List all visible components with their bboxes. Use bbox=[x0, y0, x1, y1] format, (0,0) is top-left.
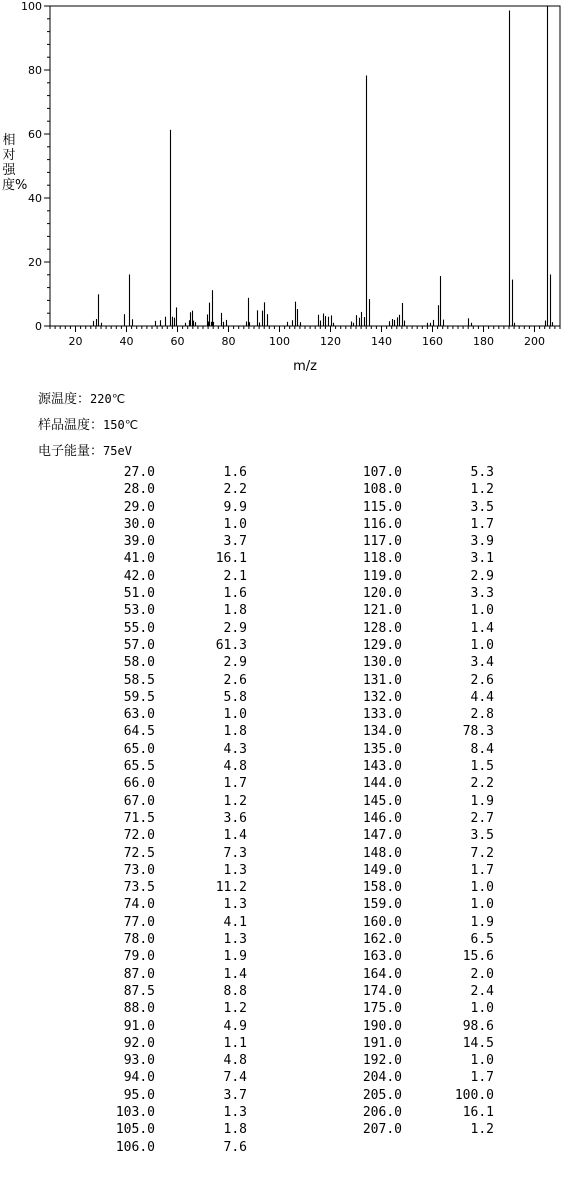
peak-intensity: 1.2 bbox=[470, 482, 494, 498]
peak-mz: 92.0 bbox=[123, 1035, 155, 1051]
mass-spectrum-chart bbox=[0, 0, 570, 380]
peak-mz: 72.0 bbox=[123, 828, 155, 844]
peak-intensity: 16.1 bbox=[462, 1104, 494, 1120]
peak-intensity: 1.7 bbox=[223, 776, 247, 792]
peak-table-left-intensity-column bbox=[185, 464, 247, 1156]
peak-intensity: 4.9 bbox=[223, 1018, 247, 1034]
peak-mz: 29.0 bbox=[123, 499, 155, 515]
x-tick-label: 160 bbox=[422, 335, 443, 348]
peak-mz: 121.0 bbox=[362, 603, 402, 619]
peak-intensity: 1.0 bbox=[470, 1001, 494, 1017]
peak-mz: 133.0 bbox=[362, 707, 402, 723]
source-temperature bbox=[38, 388, 125, 407]
peak-intensity: 11.2 bbox=[215, 880, 247, 896]
peak-mz: 174.0 bbox=[362, 983, 402, 999]
peak-mz: 117.0 bbox=[362, 534, 402, 550]
peak-intensity: 1.3 bbox=[223, 1104, 247, 1120]
peak-intensity: 1.0 bbox=[470, 897, 494, 913]
y-tick-label: 60 bbox=[28, 128, 42, 141]
peak-mz: 65.0 bbox=[123, 741, 155, 757]
peak-mz: 58.5 bbox=[123, 672, 155, 688]
peak-mz: 63.0 bbox=[123, 707, 155, 723]
peak-mz: 148.0 bbox=[362, 845, 402, 861]
peak-mz: 71.5 bbox=[123, 810, 155, 826]
peak-table-right-intensity-column bbox=[430, 464, 494, 1139]
x-axis-label: m/z bbox=[293, 359, 317, 374]
plot-frame bbox=[50, 6, 560, 326]
peak-mz: 116.0 bbox=[362, 516, 402, 532]
peak-mz: 119.0 bbox=[362, 568, 402, 584]
peak-mz: 190.0 bbox=[362, 1018, 402, 1034]
peak-mz: 128.0 bbox=[362, 620, 402, 636]
peak-mz: 93.0 bbox=[123, 1053, 155, 1069]
peak-mz: 77.0 bbox=[123, 914, 155, 930]
peak-mz: 191.0 bbox=[362, 1035, 402, 1051]
peak-intensity: 3.9 bbox=[470, 534, 494, 550]
peak-intensity: 1.0 bbox=[470, 603, 494, 619]
sample-temperature bbox=[38, 414, 138, 433]
y-tick-label: 20 bbox=[28, 256, 42, 269]
peak-mz: 87.5 bbox=[123, 983, 155, 999]
peak-mz: 132.0 bbox=[362, 689, 402, 705]
peak-mz: 55.0 bbox=[123, 620, 155, 636]
peak-intensity: 2.9 bbox=[223, 620, 247, 636]
x-tick-label: 80 bbox=[221, 335, 236, 348]
peak-intensity: 1.3 bbox=[223, 932, 247, 948]
peak-intensity: 2.4 bbox=[470, 983, 494, 999]
y-tick-label: 100 bbox=[21, 0, 42, 13]
peak-intensity: 3.6 bbox=[223, 810, 247, 826]
peak-intensity: 7.3 bbox=[223, 845, 247, 861]
peak-mz: 87.0 bbox=[123, 966, 155, 982]
peak-mz: 73.0 bbox=[123, 862, 155, 878]
peak-mz: 108.0 bbox=[362, 482, 402, 498]
electron-energy-value: 75eV bbox=[103, 444, 132, 458]
y-axis-label: 相对强度% bbox=[2, 133, 28, 193]
peak-intensity: 2.8 bbox=[470, 707, 494, 723]
peak-mz: 53.0 bbox=[123, 603, 155, 619]
x-tick-label: 60 bbox=[170, 335, 185, 348]
source-temperature-label: 源温度： bbox=[38, 392, 91, 407]
peak-mz: 118.0 bbox=[362, 551, 402, 567]
peak-mz: 162.0 bbox=[362, 932, 402, 948]
peak-intensity: 1.0 bbox=[223, 707, 247, 723]
peak-mz: 78.0 bbox=[123, 932, 155, 948]
peak-mz: 163.0 bbox=[362, 949, 402, 965]
electron-energy-label: 电子能量： bbox=[38, 444, 104, 459]
peak-intensity: 1.0 bbox=[470, 1053, 494, 1069]
peak-intensity: 1.8 bbox=[223, 1122, 247, 1138]
peak-mz: 91.0 bbox=[123, 1018, 155, 1034]
peak-intensity: 2.6 bbox=[223, 672, 247, 688]
peak-mz: 59.5 bbox=[123, 689, 155, 705]
peak-intensity: 1.8 bbox=[223, 603, 247, 619]
peak-intensity: 98.6 bbox=[462, 1018, 494, 1034]
peak-mz: 143.0 bbox=[362, 759, 402, 775]
peak-intensity: 2.9 bbox=[470, 568, 494, 584]
peak-intensity: 4.8 bbox=[223, 759, 247, 775]
peak-mz: 204.0 bbox=[362, 1070, 402, 1086]
peak-intensity: 1.7 bbox=[470, 516, 494, 532]
peak-mz: 39.0 bbox=[123, 534, 155, 550]
peak-mz: 120.0 bbox=[362, 586, 402, 602]
peak-mz: 41.0 bbox=[123, 551, 155, 567]
peak-mz: 207.0 bbox=[362, 1122, 402, 1138]
peak-intensity: 16.1 bbox=[215, 551, 247, 567]
x-tick-label: 100 bbox=[269, 335, 290, 348]
x-tick-label: 40 bbox=[119, 335, 134, 348]
peak-intensity: 5.8 bbox=[223, 689, 247, 705]
peak-mz: 130.0 bbox=[362, 655, 402, 671]
sample-temperature-value: 150℃ bbox=[103, 418, 139, 432]
peak-table-left-mz-column bbox=[95, 464, 155, 1156]
peak-mz: 164.0 bbox=[362, 966, 402, 982]
peak-mz: 105.0 bbox=[115, 1122, 155, 1138]
peak-mz: 95.0 bbox=[123, 1087, 155, 1103]
peak-mz: 94.0 bbox=[123, 1070, 155, 1086]
peak-mz: 65.5 bbox=[123, 759, 155, 775]
peak-mz: 129.0 bbox=[362, 637, 402, 653]
peak-mz: 58.0 bbox=[123, 655, 155, 671]
peak-intensity: 2.9 bbox=[223, 655, 247, 671]
peak-mz: 42.0 bbox=[123, 568, 155, 584]
peak-mz: 72.5 bbox=[123, 845, 155, 861]
peak-mz: 149.0 bbox=[362, 862, 402, 878]
peak-mz: 131.0 bbox=[362, 672, 402, 688]
peak-mz: 147.0 bbox=[362, 828, 402, 844]
peak-mz: 88.0 bbox=[123, 1001, 155, 1017]
peak-mz: 160.0 bbox=[362, 914, 402, 930]
peak-intensity: 2.0 bbox=[470, 966, 494, 982]
peak-mz: 51.0 bbox=[123, 586, 155, 602]
peak-mz: 67.0 bbox=[123, 793, 155, 809]
peak-intensity: 3.3 bbox=[470, 586, 494, 602]
peak-intensity: 2.2 bbox=[470, 776, 494, 792]
peak-mz: 115.0 bbox=[362, 499, 402, 515]
peak-intensity: 9.9 bbox=[223, 499, 247, 515]
peak-mz: 57.0 bbox=[123, 637, 155, 653]
peak-mz: 205.0 bbox=[362, 1087, 402, 1103]
electron-energy bbox=[38, 440, 132, 459]
peak-intensity: 1.8 bbox=[223, 724, 247, 740]
peak-intensity: 2.7 bbox=[470, 810, 494, 826]
peak-intensity: 1.9 bbox=[470, 793, 494, 809]
peak-intensity: 3.4 bbox=[470, 655, 494, 671]
peak-intensity: 2.6 bbox=[470, 672, 494, 688]
peak-intensity: 1.6 bbox=[223, 465, 247, 480]
peak-intensity: 1.3 bbox=[223, 862, 247, 878]
peak-mz: 66.0 bbox=[123, 776, 155, 792]
peak-mz: 103.0 bbox=[115, 1104, 155, 1120]
peak-mz: 106.0 bbox=[115, 1139, 155, 1155]
peak-intensity: 1.0 bbox=[223, 516, 247, 532]
peak-intensity: 78.3 bbox=[462, 724, 494, 740]
peak-mz: 28.0 bbox=[123, 482, 155, 498]
peak-intensity: 1.4 bbox=[470, 620, 494, 636]
peak-intensity: 1.0 bbox=[470, 637, 494, 653]
peak-intensity: 1.6 bbox=[223, 586, 247, 602]
peak-intensity: 1.3 bbox=[223, 897, 247, 913]
peak-intensity: 8.8 bbox=[223, 983, 247, 999]
peak-intensity: 1.4 bbox=[223, 966, 247, 982]
peak-intensity: 7.4 bbox=[223, 1070, 247, 1086]
peak-intensity: 5.3 bbox=[470, 465, 494, 480]
peak-intensity: 4.8 bbox=[223, 1053, 247, 1069]
peak-mz: 134.0 bbox=[362, 724, 402, 740]
peak-intensity: 3.1 bbox=[470, 551, 494, 567]
peak-mz: 79.0 bbox=[123, 949, 155, 965]
peak-intensity: 6.5 bbox=[470, 932, 494, 948]
peak-intensity: 1.2 bbox=[223, 793, 247, 809]
peak-mz: 159.0 bbox=[362, 897, 402, 913]
peak-intensity: 1.2 bbox=[470, 1122, 494, 1138]
peak-intensity: 7.6 bbox=[223, 1139, 247, 1155]
peak-intensity: 15.6 bbox=[462, 949, 494, 965]
x-tick-label: 140 bbox=[371, 335, 392, 348]
peak-intensity: 14.5 bbox=[462, 1035, 494, 1051]
sample-temperature-label: 样品温度： bbox=[38, 418, 104, 433]
peak-intensity: 1.4 bbox=[223, 828, 247, 844]
y-tick-label: 0 bbox=[35, 320, 42, 333]
peak-mz: 146.0 bbox=[362, 810, 402, 826]
peak-intensity: 3.7 bbox=[223, 534, 247, 550]
peak-intensity: 100.0 bbox=[454, 1087, 494, 1103]
peak-intensity: 1.1 bbox=[223, 1035, 247, 1051]
peak-mz: 192.0 bbox=[362, 1053, 402, 1069]
peak-mz: 64.5 bbox=[123, 724, 155, 740]
peak-intensity: 2.2 bbox=[223, 482, 247, 498]
peak-mz: 73.5 bbox=[123, 880, 155, 896]
x-tick-label: 120 bbox=[320, 335, 341, 348]
y-tick-label: 80 bbox=[28, 64, 42, 77]
peak-mz: 135.0 bbox=[362, 741, 402, 757]
peak-intensity: 3.7 bbox=[223, 1087, 247, 1103]
peak-intensity: 1.9 bbox=[470, 914, 494, 930]
x-tick-label: 20 bbox=[68, 335, 83, 348]
peak-intensity: 4.1 bbox=[223, 914, 247, 930]
peak-mz: 158.0 bbox=[362, 880, 402, 896]
peak-intensity: 2.1 bbox=[223, 568, 247, 584]
x-tick-label: 180 bbox=[473, 335, 494, 348]
peak-mz: 107.0 bbox=[362, 465, 402, 480]
peak-intensity: 1.5 bbox=[470, 759, 494, 775]
peak-mz: 74.0 bbox=[123, 897, 155, 913]
peak-mz: 27.0 bbox=[123, 465, 155, 480]
peak-intensity: 1.7 bbox=[470, 1070, 494, 1086]
peak-intensity: 7.2 bbox=[470, 845, 494, 861]
peak-mz: 144.0 bbox=[362, 776, 402, 792]
source-temperature-value: 220℃ bbox=[90, 392, 126, 406]
peak-intensity: 4.3 bbox=[223, 741, 247, 757]
peak-intensity: 1.2 bbox=[223, 1001, 247, 1017]
peak-mz: 30.0 bbox=[123, 516, 155, 532]
peak-table-right-mz-column bbox=[340, 464, 402, 1139]
peak-intensity: 1.9 bbox=[223, 949, 247, 965]
peak-intensity: 1.0 bbox=[470, 880, 494, 896]
x-tick-label: 200 bbox=[524, 335, 545, 348]
peak-mz: 206.0 bbox=[362, 1104, 402, 1120]
y-tick-label: 40 bbox=[28, 192, 42, 205]
peak-intensity: 1.7 bbox=[470, 862, 494, 878]
peak-intensity: 8.4 bbox=[470, 741, 494, 757]
peak-intensity: 4.4 bbox=[470, 689, 494, 705]
peak-intensity: 61.3 bbox=[215, 637, 247, 653]
peak-intensity: 3.5 bbox=[470, 828, 494, 844]
peak-mz: 175.0 bbox=[362, 1001, 402, 1017]
peak-intensity: 3.5 bbox=[470, 499, 494, 515]
peak-mz: 145.0 bbox=[362, 793, 402, 809]
